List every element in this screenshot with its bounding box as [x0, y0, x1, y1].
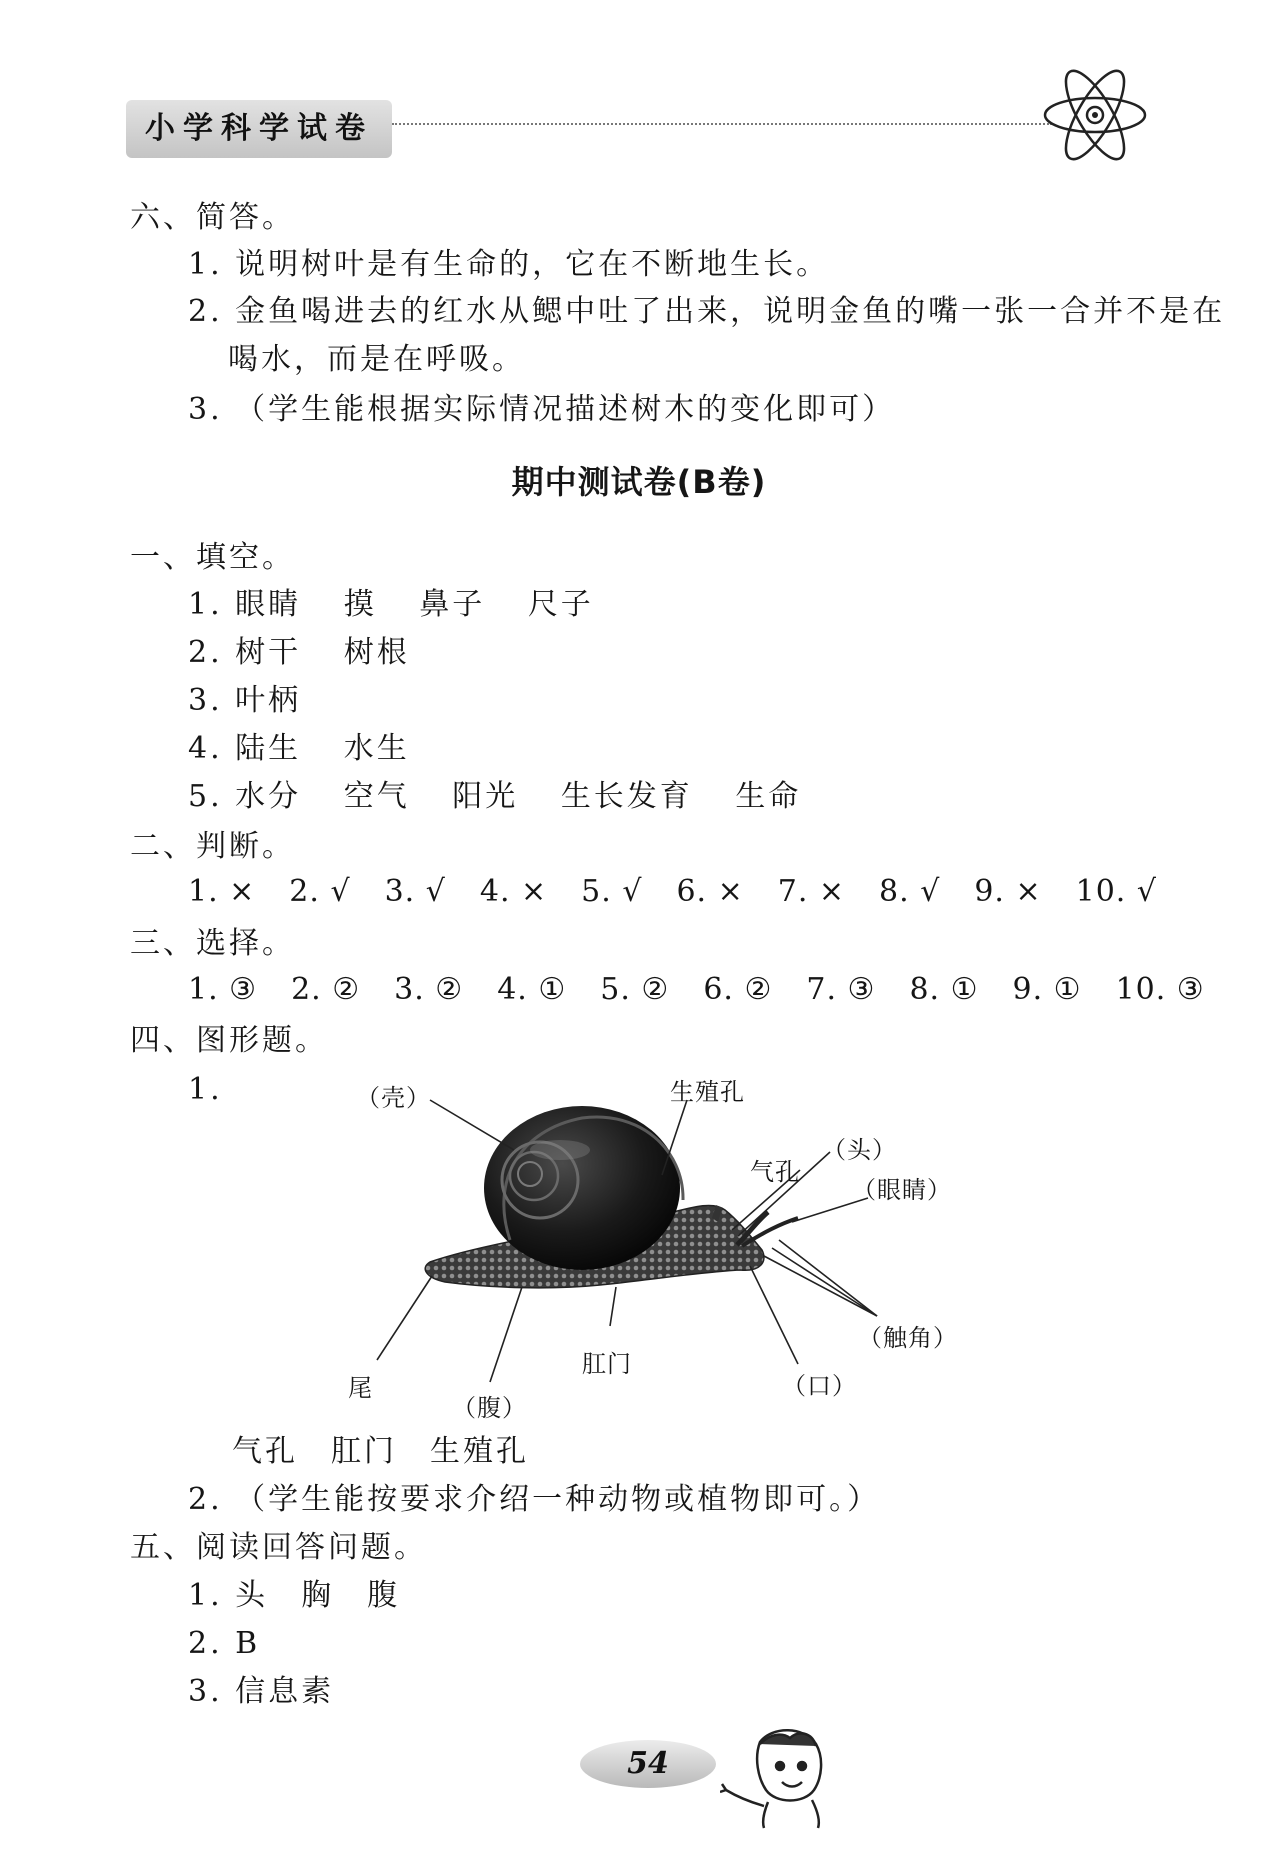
answer-word: 叶柄 — [235, 683, 302, 718]
part5-item-2: 2. B — [188, 1626, 261, 1661]
item-number: 4. — [188, 731, 223, 766]
item-number: 3. — [188, 683, 223, 718]
section6-item-2: 2. 金鱼喝进去的红水从鳃中吐了出来，说明金鱼的嘴一张一合并不是在 — [188, 294, 1226, 329]
exam-title: 期中测试卷(B卷) — [511, 463, 767, 501]
choice-answer: 9. ① — [1012, 972, 1082, 1007]
page-number: 54 — [580, 1740, 716, 1788]
judge-answer: 7. × — [777, 874, 846, 909]
choice-answer: 1. ③ — [188, 972, 258, 1007]
part4-item-1-number: 1. — [188, 1072, 223, 1107]
part1-heading: 一、填空。 — [130, 540, 295, 575]
answer-word: 生长发育 — [560, 779, 693, 814]
judge-answer: 4. × — [479, 874, 548, 909]
part2-heading: 二、判断。 — [130, 829, 295, 864]
label-tail: 尾 — [348, 1374, 373, 1402]
answer-word: 水分 — [235, 779, 302, 814]
label-eyes: （眼睛） — [852, 1176, 952, 1204]
choice-answer: 4. ① — [497, 972, 567, 1007]
judge-answer: 5. √ — [581, 874, 643, 909]
answer-word: 空气 — [343, 779, 410, 814]
section6-item-2-cont: 喝水，而是在呼吸。 — [228, 342, 525, 377]
part3-heading: 三、选择。 — [130, 926, 295, 961]
part5-item-3: 3. 信息素 — [188, 1674, 335, 1709]
section6-item-1: 1. 说明树叶是有生命的，它在不断地生长。 — [188, 247, 830, 282]
judge-answer: 9. × — [974, 874, 1042, 909]
choice-answer: 5. ② — [600, 972, 670, 1007]
item-number: 5. — [188, 779, 223, 814]
part4-item-2: 2. （学生能按要求介绍一种动物或植物即可。） — [188, 1482, 881, 1517]
label-head: （头） — [822, 1136, 897, 1164]
section6-item-3: 3. （学生能根据实际情况描述树木的变化即可） — [188, 392, 896, 427]
choice-answer: 8. ① — [909, 972, 979, 1007]
part5-heading: 五、阅读回答问题。 — [130, 1530, 427, 1565]
part4-answer-line: 气孔 肛门 生殖孔 — [232, 1434, 529, 1469]
label-mouth: （口） — [782, 1372, 857, 1400]
judge-answer: 2. √ — [289, 874, 351, 909]
section6-heading: 六、简答。 — [130, 200, 295, 235]
label-tentacles: （触角） — [858, 1324, 958, 1352]
answer-word: 树根 — [343, 635, 410, 670]
judge-answer: 1. × — [188, 874, 256, 909]
answer-word: 鼻子 — [419, 587, 486, 622]
answer-word: 眼睛 — [235, 587, 302, 622]
answer-word: 生命 — [735, 779, 802, 814]
answer-word: 阳光 — [452, 779, 519, 814]
cartoon-boy-icon — [720, 1720, 840, 1830]
item-number: 1. — [188, 587, 223, 622]
part5-item-1: 1. 头 胸 腹 — [188, 1578, 401, 1613]
choice-answer: 2. ② — [291, 972, 361, 1007]
judge-answer: 10. √ — [1075, 874, 1157, 909]
answer-word: 尺子 — [527, 587, 594, 622]
item-number: 2. — [188, 635, 223, 670]
header-title: 小学科学试卷 — [126, 100, 392, 158]
answer-word: 树干 — [235, 635, 302, 670]
answer-word: 摸 — [343, 587, 377, 622]
label-anus: 肛门 — [582, 1350, 632, 1378]
choice-answer: 7. ③ — [806, 972, 876, 1007]
answer-word: 陆生 — [235, 731, 302, 766]
judge-answer: 6. × — [676, 874, 744, 909]
label-genital-pore: 生殖孔 — [670, 1078, 745, 1106]
choice-answer: 3. ② — [394, 972, 464, 1007]
label-belly: （腹） — [452, 1394, 527, 1422]
part4-heading: 四、图形题。 — [130, 1023, 328, 1058]
judge-answer: 8. √ — [879, 874, 941, 909]
answer-word: 水生 — [343, 731, 410, 766]
choice-answer: 10. ③ — [1115, 972, 1205, 1007]
label-shell: （壳） — [356, 1084, 431, 1112]
judge-answer: 3. √ — [384, 874, 446, 909]
label-breathing-pore: 气孔 — [750, 1158, 800, 1186]
choice-answer: 6. ② — [703, 972, 773, 1007]
